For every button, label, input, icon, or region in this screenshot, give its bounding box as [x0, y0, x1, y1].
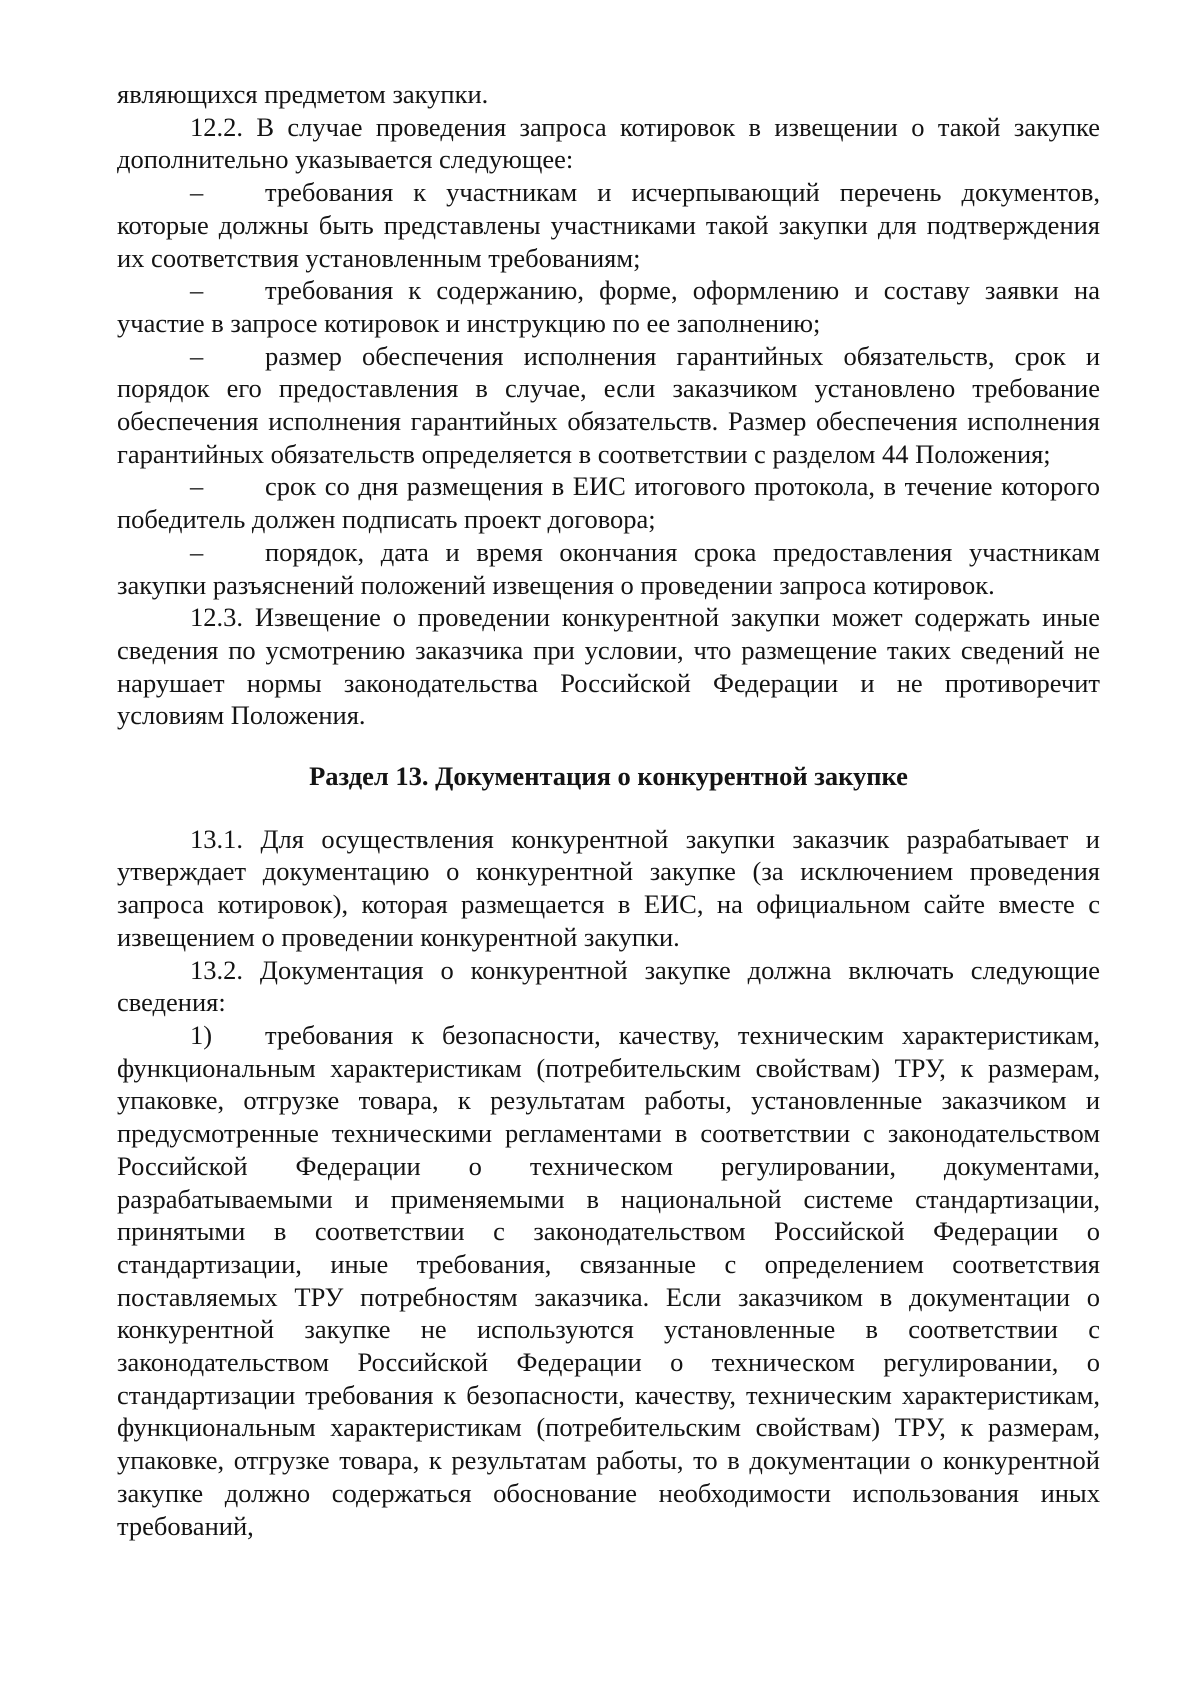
dash-marker: – — [190, 275, 204, 306]
dash-marker: – — [190, 471, 204, 502]
item-text: требования к безопасности, качеству, техническим характеристикам, функциональным характеристикам (потребительским свойствам) ТРУ, к размерам, упаковке, отгрузке товара, к результатам работы, установленные заказчиком и предусмотренные техническими регламентами в соответствии с законодательством Российской Федерации о техническом регулировании, документами, разрабатываемыми и применяемыми в национальной системе стандартизации, принятыми в соответствии с законодательством Российской Федерации о стандартизации, иные требования, связанные с определением соответствия поставляемых ТРУ потребностям заказчика. Если заказчиком в документации о конкурентной закупке не используются установленные в соответствии с законодательством Российской Федерации о техническом регулировании, о стандартизации требования к безопасности, качеству, техническим характеристикам, функциональным характеристикам (потребительским свойствам) ТРУ, к размерам, упаковке, отгрузке товара, к результатам работы, то в документации о конкурентной закупке должно содержаться обоснование необходимости использования иных требований, — [117, 1019, 1100, 1541]
paragraph-12-2: 12.2. В случае проведения запроса котировок в извещении о такой закупке дополнительно указывается следующее: — [117, 111, 1100, 175]
paragraph-13-2: 13.2. Документация о конкурентной закупке должна включать следующие сведения: — [117, 954, 1100, 1018]
dash-marker: – — [190, 340, 204, 371]
paragraph-13-1: 13.1. Для осуществления конкурентной закупки заказчик разрабатывает и утверждает документацию о конкурентной закупке (за исключением проведения запроса котировок), которая размещается в ЕИС, на официальном сайте вместе с извещением о проведении конкурентной закупки. — [117, 823, 1100, 952]
list-item — [117, 274, 1100, 339]
list-item — [117, 176, 1100, 274]
list-item-text: требования к содержанию, форме, оформлению и составу заявки на участие в запросе котировок и инструкцию по ее заполнению; — [117, 275, 1100, 338]
list-item — [117, 470, 1100, 535]
numbered-item-1 — [117, 1019, 1100, 1542]
dash-marker: – — [190, 536, 204, 567]
list-item — [117, 340, 1100, 471]
section-13-heading: Раздел 13. Документация о конкурентной закупке — [309, 761, 908, 792]
list-item-text: требования к участникам и исчерпывающий перечень документов, которые должны быть представлены участниками такой закупки для подтверждения их соответствия установленным требованиям; — [117, 177, 1100, 273]
list-item — [117, 536, 1100, 601]
list-item-text: срок со дня размещения в ЕИС итогового протокола, в течение которого победитель должен подписать проект договора; — [117, 471, 1100, 535]
item-number: 1) — [190, 1019, 213, 1050]
list-item-text: размер обеспечения исполнения гарантийных обязательств, срок и порядок его предоставления в случае, если заказчиком установлено требование обеспечения исполнения гарантийных обязательств. Размер обеспечения исполнения гарантийных обязательств определяется в соответствии с разделом 44 Положения; — [117, 340, 1100, 469]
paragraph-12-3: 12.3. Извещение о проведении конкурентной закупки может содержать иные сведения по усмотрению заказчика при условии, что размещение таких сведений не нарушает нормы законодательства Российской Федерации и не противоречит условиям Положения. — [117, 602, 1100, 731]
dash-marker: – — [190, 177, 204, 208]
paragraph-intro-tail: являющихся предметом закупки. — [117, 79, 489, 109]
list-item-text: порядок, дата и время окончания срока предоставления участникам закупки разъяснений положений извещения о проведении запроса котировок. — [117, 536, 1100, 600]
document-page — [117, 78, 1100, 1542]
